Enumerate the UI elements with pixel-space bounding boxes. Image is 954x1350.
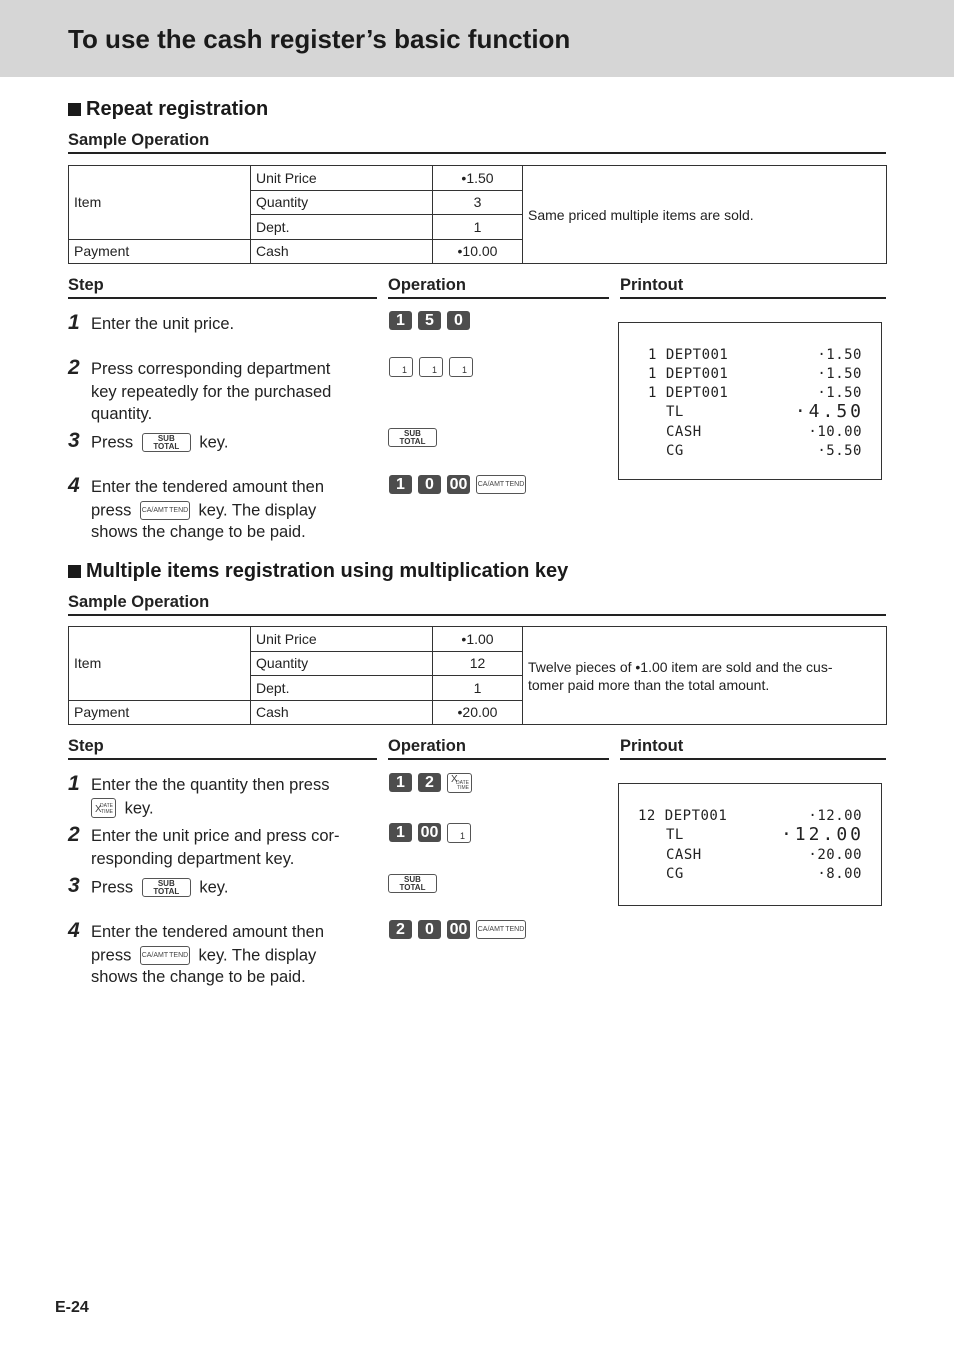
payment-method-cell: Cash — [251, 239, 433, 264]
section-heading-multiplication — [68, 560, 568, 583]
receipt-line-amount: ·1.50 — [817, 347, 862, 363]
field-value-cell: 12 — [433, 651, 523, 676]
step-line: key. — [124, 798, 154, 817]
table-row — [69, 627, 887, 652]
step-line: Enter the the quantity then press — [91, 776, 330, 794]
operation-keys-step1 — [389, 773, 472, 793]
step-text — [91, 876, 228, 899]
operation-keys-step4 — [389, 920, 526, 939]
step-text — [91, 921, 324, 989]
step-line: Enter the unit price and press cor- — [91, 827, 340, 845]
receipt-line-amount: ·1.50 — [817, 385, 862, 401]
square-bullet-icon — [68, 565, 81, 578]
step-number: 2 — [68, 823, 80, 846]
operation-keys-step2 — [389, 823, 471, 843]
step-line: key. The display — [198, 500, 317, 519]
step-text — [91, 825, 340, 870]
step-line: key. — [199, 433, 229, 452]
receipt-line-amount: ·10.00 — [808, 424, 862, 440]
receipt-line-amount: ·5.50 — [817, 443, 862, 459]
note-line: Twelve pieces of •1.00 item are sold and the cus- — [528, 658, 833, 675]
numeric-key-icon: 00 — [447, 475, 470, 494]
numeric-key-icon: 1 — [389, 311, 412, 330]
receipt-line-label: TL — [666, 404, 684, 420]
field-value-cell: 1 — [433, 676, 523, 701]
numeric-key-icon: 5 — [418, 311, 441, 330]
sample-operation-label: Sample Operation — [68, 593, 886, 616]
payment-value-cell: •20.00 — [433, 700, 523, 725]
field-value-cell: 3 — [433, 190, 523, 215]
step-text — [91, 358, 331, 426]
numeric-key-icon: 0 — [418, 920, 441, 939]
subtotal-key-icon: SUB TOTAL — [388, 874, 437, 893]
step-number: 3 — [68, 874, 80, 897]
receipt-line-label: CASH — [666, 424, 702, 440]
receipt-line-label: 1 DEPT001 — [648, 366, 729, 382]
receipt-line-amount: ·20.00 — [808, 847, 862, 863]
step-line: shows the change to be paid. — [91, 523, 306, 542]
ca-amt-tend-key-icon: CA / AMT TEND — [476, 475, 526, 494]
numeric-key-icon: 2 — [418, 773, 441, 792]
note-cell: Same priced multiple items are sold. — [523, 166, 887, 264]
field-value-cell: •1.00 — [433, 627, 523, 652]
subtotal-key-icon: SUB TOTAL — [142, 433, 191, 452]
receipt-printout — [618, 783, 882, 906]
page-title: To use the cash register’s basic function — [68, 24, 571, 54]
step-column-header: Step — [68, 276, 377, 299]
step-line: key repeatedly for the purchased — [91, 382, 332, 401]
sample-operation-table — [68, 165, 887, 264]
field-label-cell: Quantity — [251, 190, 433, 215]
multiply-date-time-key-icon: X DATE TIME — [91, 798, 116, 818]
step-line: key. The display — [198, 945, 317, 964]
square-bullet-icon — [68, 103, 81, 116]
step-text — [91, 431, 228, 454]
step-text — [91, 313, 234, 336]
receipt-line-label: TL — [666, 827, 684, 843]
step-line: Press corresponding department — [91, 360, 331, 378]
ca-amt-tend-key-icon: CA / AMT TEND — [140, 501, 190, 520]
step-text — [91, 774, 330, 819]
payment-method-cell: Cash — [251, 700, 433, 725]
step-line: Press — [91, 878, 134, 897]
department-key-icon: 1 — [447, 823, 471, 843]
department-key-icon: 1 — [389, 357, 413, 377]
payment-label-cell: Payment — [69, 239, 251, 264]
operation-keys-step1 — [389, 311, 470, 330]
step-line: Enter the tendered amount then — [91, 923, 324, 941]
receipt-line-label: CG — [666, 866, 684, 882]
department-key-icon: 1 — [449, 357, 473, 377]
item-label-cell: Item — [69, 166, 251, 240]
numeric-key-icon: 1 — [389, 773, 412, 792]
numeric-key-icon: 2 — [389, 920, 412, 939]
subtotal-key-icon: SUB TOTAL — [388, 428, 437, 447]
step-line: Press — [91, 433, 134, 452]
receipt-line-label: CASH — [666, 847, 702, 863]
receipt-line-label: 12 DEPT001 — [638, 808, 728, 824]
receipt-line-label: 1 DEPT001 — [648, 347, 729, 363]
page-number: E-24 — [55, 1299, 89, 1316]
sample-operation-table — [68, 626, 887, 725]
receipt-total-amount: ·4.50 — [794, 401, 864, 422]
section-heading-text: Repeat registration — [86, 98, 269, 120]
operation-column-header: Operation — [388, 737, 609, 760]
step-line: key. — [199, 878, 229, 897]
field-label-cell: Dept. — [251, 215, 433, 240]
step-number: 4 — [68, 919, 80, 942]
step-line: Enter the unit price. — [91, 315, 235, 333]
subtotal-key-icon: SUB TOTAL — [142, 878, 191, 897]
step-line: press — [91, 500, 132, 519]
receipt-total-amount: ·12.00 — [780, 824, 864, 845]
table-row — [69, 166, 887, 191]
step-number: 1 — [68, 311, 80, 334]
field-value-cell: •1.50 — [433, 166, 523, 191]
step-number: 2 — [68, 356, 80, 379]
ca-amt-tend-key-icon: CA / AMT TEND — [140, 946, 190, 965]
numeric-key-icon: 1 — [389, 475, 412, 494]
payment-label-cell: Payment — [69, 700, 251, 725]
numeric-key-icon: 0 — [447, 311, 470, 330]
operation-column-header: Operation — [388, 276, 609, 299]
field-label-cell: Quantity — [251, 651, 433, 676]
step-line: press — [91, 945, 132, 964]
field-label-cell: Unit Price — [251, 166, 433, 191]
step-line: Enter the tendered amount then — [91, 478, 324, 496]
item-label-cell: Item — [69, 627, 251, 701]
printout-column-header: Printout — [620, 737, 886, 760]
step-line: shows the change to be paid. — [91, 968, 306, 987]
payment-value-cell: •10.00 — [433, 239, 523, 264]
operation-keys-step3 — [388, 428, 437, 447]
multiply-date-time-key-icon: X DATE TIME — [447, 773, 472, 793]
step-line: quantity. — [91, 405, 153, 423]
operation-keys-step3 — [388, 874, 437, 893]
receipt-line-label: 1 DEPT001 — [648, 385, 729, 401]
receipt-line-amount: ·8.00 — [817, 866, 862, 882]
receipt-printout — [618, 322, 882, 480]
receipt-line-label: CG — [666, 443, 684, 459]
step-number: 3 — [68, 429, 80, 452]
step-text — [91, 476, 324, 544]
field-label-cell: Unit Price — [251, 627, 433, 652]
ca-amt-tend-key-icon: CA / AMT TEND — [476, 920, 526, 939]
step-line: responding department key. — [91, 849, 295, 868]
section-heading-repeat — [68, 98, 268, 121]
numeric-key-icon: 0 — [418, 475, 441, 494]
step-number: 4 — [68, 474, 80, 497]
receipt-line-amount: ·1.50 — [817, 366, 862, 382]
note-line: tomer paid more than the total amount. — [528, 676, 770, 693]
numeric-key-icon: 00 — [418, 823, 441, 842]
field-label-cell: Dept. — [251, 676, 433, 701]
department-key-icon: 1 — [419, 357, 443, 377]
sample-operation-label: Sample Operation — [68, 131, 886, 154]
step-column-header: Step — [68, 737, 377, 760]
section-heading-text: Multiple items registration using multiplication key — [86, 560, 569, 582]
receipt-line-amount: ·12.00 — [808, 808, 862, 824]
operation-keys-step4 — [389, 475, 526, 494]
numeric-key-icon: 1 — [389, 823, 412, 842]
numeric-key-icon: 00 — [447, 920, 470, 939]
note-cell — [523, 627, 887, 725]
step-number: 1 — [68, 772, 80, 795]
operation-keys-step2 — [389, 357, 473, 377]
field-value-cell: 1 — [433, 215, 523, 240]
printout-column-header: Printout — [620, 276, 886, 299]
